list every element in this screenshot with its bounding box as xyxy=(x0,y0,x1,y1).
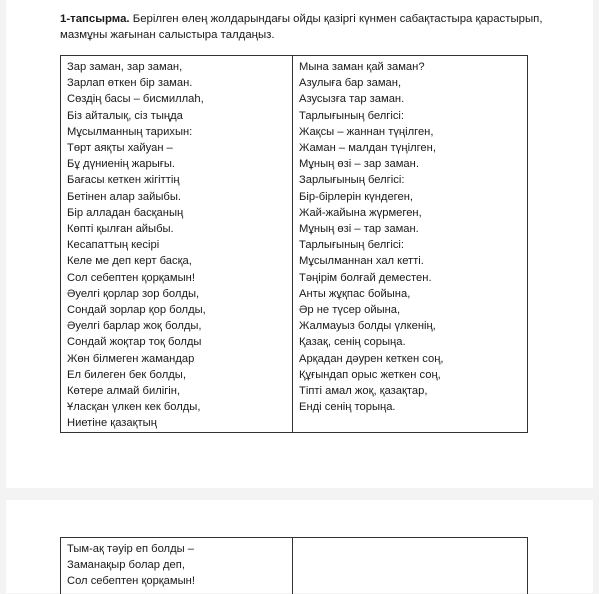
poem-line: Зар заман, зар заман, xyxy=(67,59,286,75)
poem-line: Келе ме деп керт басқа, xyxy=(67,253,286,269)
poem-line: Мұсылманның тарихын: xyxy=(67,124,286,140)
task-text: Берілген өлең жолдарындағы ойды қазіргі күнмен сабақтастыра қарастырып, мазмұны жағынан салыстыра талдаңыз. xyxy=(60,13,543,41)
document-page-1 xyxy=(6,0,593,488)
poem-right-column xyxy=(293,56,528,433)
poem-line: Құғындап орыс жеткен соң, xyxy=(299,367,521,383)
task-instruction xyxy=(60,11,550,43)
poem-line: Бетінен алар зайыбы. xyxy=(67,189,286,205)
poem-line: Тарлығының белгісі: xyxy=(299,237,521,253)
poem-line: Мұның өзі – зар заман. xyxy=(299,156,521,172)
poem-line: Жалмауыз болды үлкенің, xyxy=(299,318,521,334)
poem-line: Жаман – малдан түңілген, xyxy=(299,140,521,156)
poem-line: Бір алладан басқаның xyxy=(67,205,286,221)
poem-line: Бағасы кеткен жігіттің xyxy=(67,172,286,188)
poem-line: Бұ дүниенің жарығы. xyxy=(67,156,286,172)
poem-line: Тәңірім болғай деместен. xyxy=(299,270,521,286)
poem-line: Зарлығының белгісі: xyxy=(299,172,521,188)
poem-line: Сондай жоқтар тоқ болды xyxy=(67,334,286,350)
poem-line: Әуелгі барлар жоқ болды, xyxy=(67,318,286,334)
poem-line: Кесапаттың кесірі xyxy=(67,237,286,253)
poem-line: Сөздің басы – бисмиллаһ, xyxy=(67,91,286,107)
poem-line: Көтере алмай билігін, xyxy=(67,383,286,399)
poem-line: Әр не түсер ойына, xyxy=(299,302,521,318)
poem-line: Жақсы – жаннан түңілген, xyxy=(299,124,521,140)
document-page-2 xyxy=(6,500,593,593)
poem-line: Енді сенің торыңа. xyxy=(299,399,521,415)
poem-line: Мына заман қай заман? xyxy=(299,59,521,75)
poem-line: Ниетіне қазақтың xyxy=(67,415,286,431)
poem-line: Анты жұқпас бойына, xyxy=(299,286,521,302)
poem-table-continued xyxy=(60,537,528,594)
poem-table xyxy=(60,55,528,433)
poem-line: Мұның өзі – тар заман. xyxy=(299,221,521,237)
poem-line: Азулыға бар заман, xyxy=(299,75,521,91)
poem-line: Тіпті амал жоқ, қазақтар, xyxy=(299,383,521,399)
poem-line: Тым-ақ тәуір еп болды – xyxy=(67,541,286,557)
poem-line: Сол себептен қорқамын! xyxy=(67,573,286,589)
poem-line: Бір-бірлерін күндеген, xyxy=(299,189,521,205)
poem-line: Сол себептен қорқамын! xyxy=(67,270,286,286)
poem-line: Арқадан дәурен кеткен соң, xyxy=(299,351,521,367)
poem-line: Мұсылманнан хал кетті. xyxy=(299,253,521,269)
poem-line: Әуелгі қорлар зор болды, xyxy=(67,286,286,302)
poem-line: Қазақ, сенің сорыңа. xyxy=(299,334,521,350)
poem-line: Тарлығының белгісі: xyxy=(299,108,521,124)
poem-line: Біз айталық, сіз тыңда xyxy=(67,108,286,124)
poem-line: Төрт аяқты хайуан – xyxy=(67,140,286,156)
poem-line: Сондай зорлар қор болды, xyxy=(67,302,286,318)
poem-line: Жай-жайына жүрмеген, xyxy=(299,205,521,221)
poem-right-column-continued xyxy=(293,538,528,594)
poem-line: Азусызға тар заман. xyxy=(299,91,521,107)
poem-line: Зарлап өткен бір заман. xyxy=(67,75,286,91)
poem-left-column xyxy=(61,56,293,433)
poem-line: Жөн білмеген жамандар xyxy=(67,351,286,367)
poem-line: Ел билеген бек болды, xyxy=(67,367,286,383)
task-label: 1-тапсырма. xyxy=(60,13,130,25)
poem-line: Ұласқан үлкен кек болды, xyxy=(67,399,286,415)
poem-line: Заманақыр болар деп, xyxy=(67,557,286,573)
poem-line: Көпті қылған айыбы. xyxy=(67,221,286,237)
poem-left-column-continued xyxy=(61,538,293,594)
